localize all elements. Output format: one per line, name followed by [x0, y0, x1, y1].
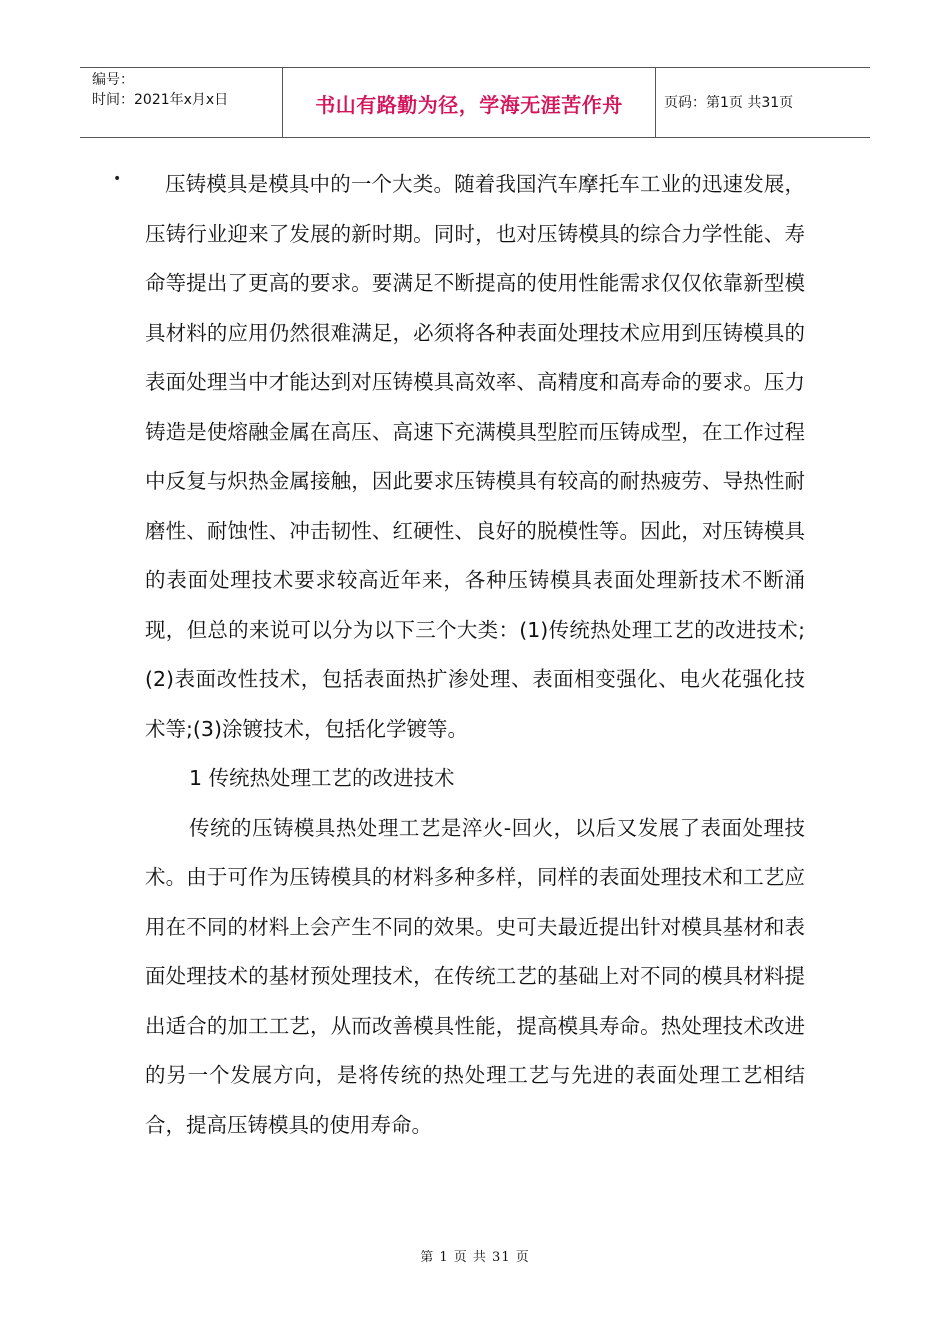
paragraph-intro: 压铸模具是模具中的一个大类。随着我国汽车摩托车工业的迅速发展，压铸行业迎来了发展的新时期。同时，也对压铸模具的综合力学性能、寿命等提出了更高的要求。要满足不断提高的使用性能需求仅仅依靠新型模具材料的应用仍然很难满足，必须将各种表面处理技术应用到压铸模具的表面处理当中才能达到对压铸模具高效率、高精度和高寿命的要求。压力铸造是使熔融金属在高压、高速下充满模具型腔而压铸成型，在工作过程中反复与炽热金属接触，因此要求压铸模具有较高的耐热疲劳、导热性耐磨性、耐蚀性、冲击韧性、红硬性、良好的脱模性等。因此，对压铸模具的表面处理技术要求较高近年来，各种压铸模具表面处理新技术不断涌现，但总的来说可以分为以下三个大类：(1)传统热处理工艺的改进技术;(2)表面改性技术，包括表面热扩渗处理、表面相变强化、电火花强化技术等;(3)涂镀技术，包括化学镀等。	[145, 172, 805, 741]
page-header	[80, 67, 870, 138]
motto-text: 书山有路勤为径，学海无涯苦作舟	[315, 93, 623, 117]
header-meta-cell	[80, 68, 283, 137]
header-page-cell	[656, 68, 870, 137]
date-label: 时间：2021年x月x日	[92, 92, 229, 108]
header-motto-cell	[283, 68, 656, 137]
number-label: 编号：	[92, 72, 134, 88]
paragraph-section-1: 传统的压铸模具热处理工艺是淬火-回火，以后又发展了表面处理技术。由于可作为压铸模具的材料多种多样，同样的表面处理技术和工艺应用在不同的材料上会产生不同的效果。史可夫最近提出针对模具基材和表面处理技术的基材预处理技术，在传统工艺的基础上对不同的模具材料提出适合的加工工艺，从而改善模具性能，提高模具寿命。热处理技术改进的另一个发展方向，是将传统的热处理工艺与先进的表面处理工艺相结合，提高压铸模具的使用寿命。	[145, 815, 805, 1137]
document-body	[145, 160, 805, 1150]
page-footer: 第 1 页 共 31 页	[420, 1250, 530, 1265]
list-bullet: •	[113, 171, 122, 187]
section-heading: 1 传统热处理工艺的改进技术	[189, 766, 455, 790]
header-page-info: 页码：第1页 共31页	[664, 95, 794, 111]
